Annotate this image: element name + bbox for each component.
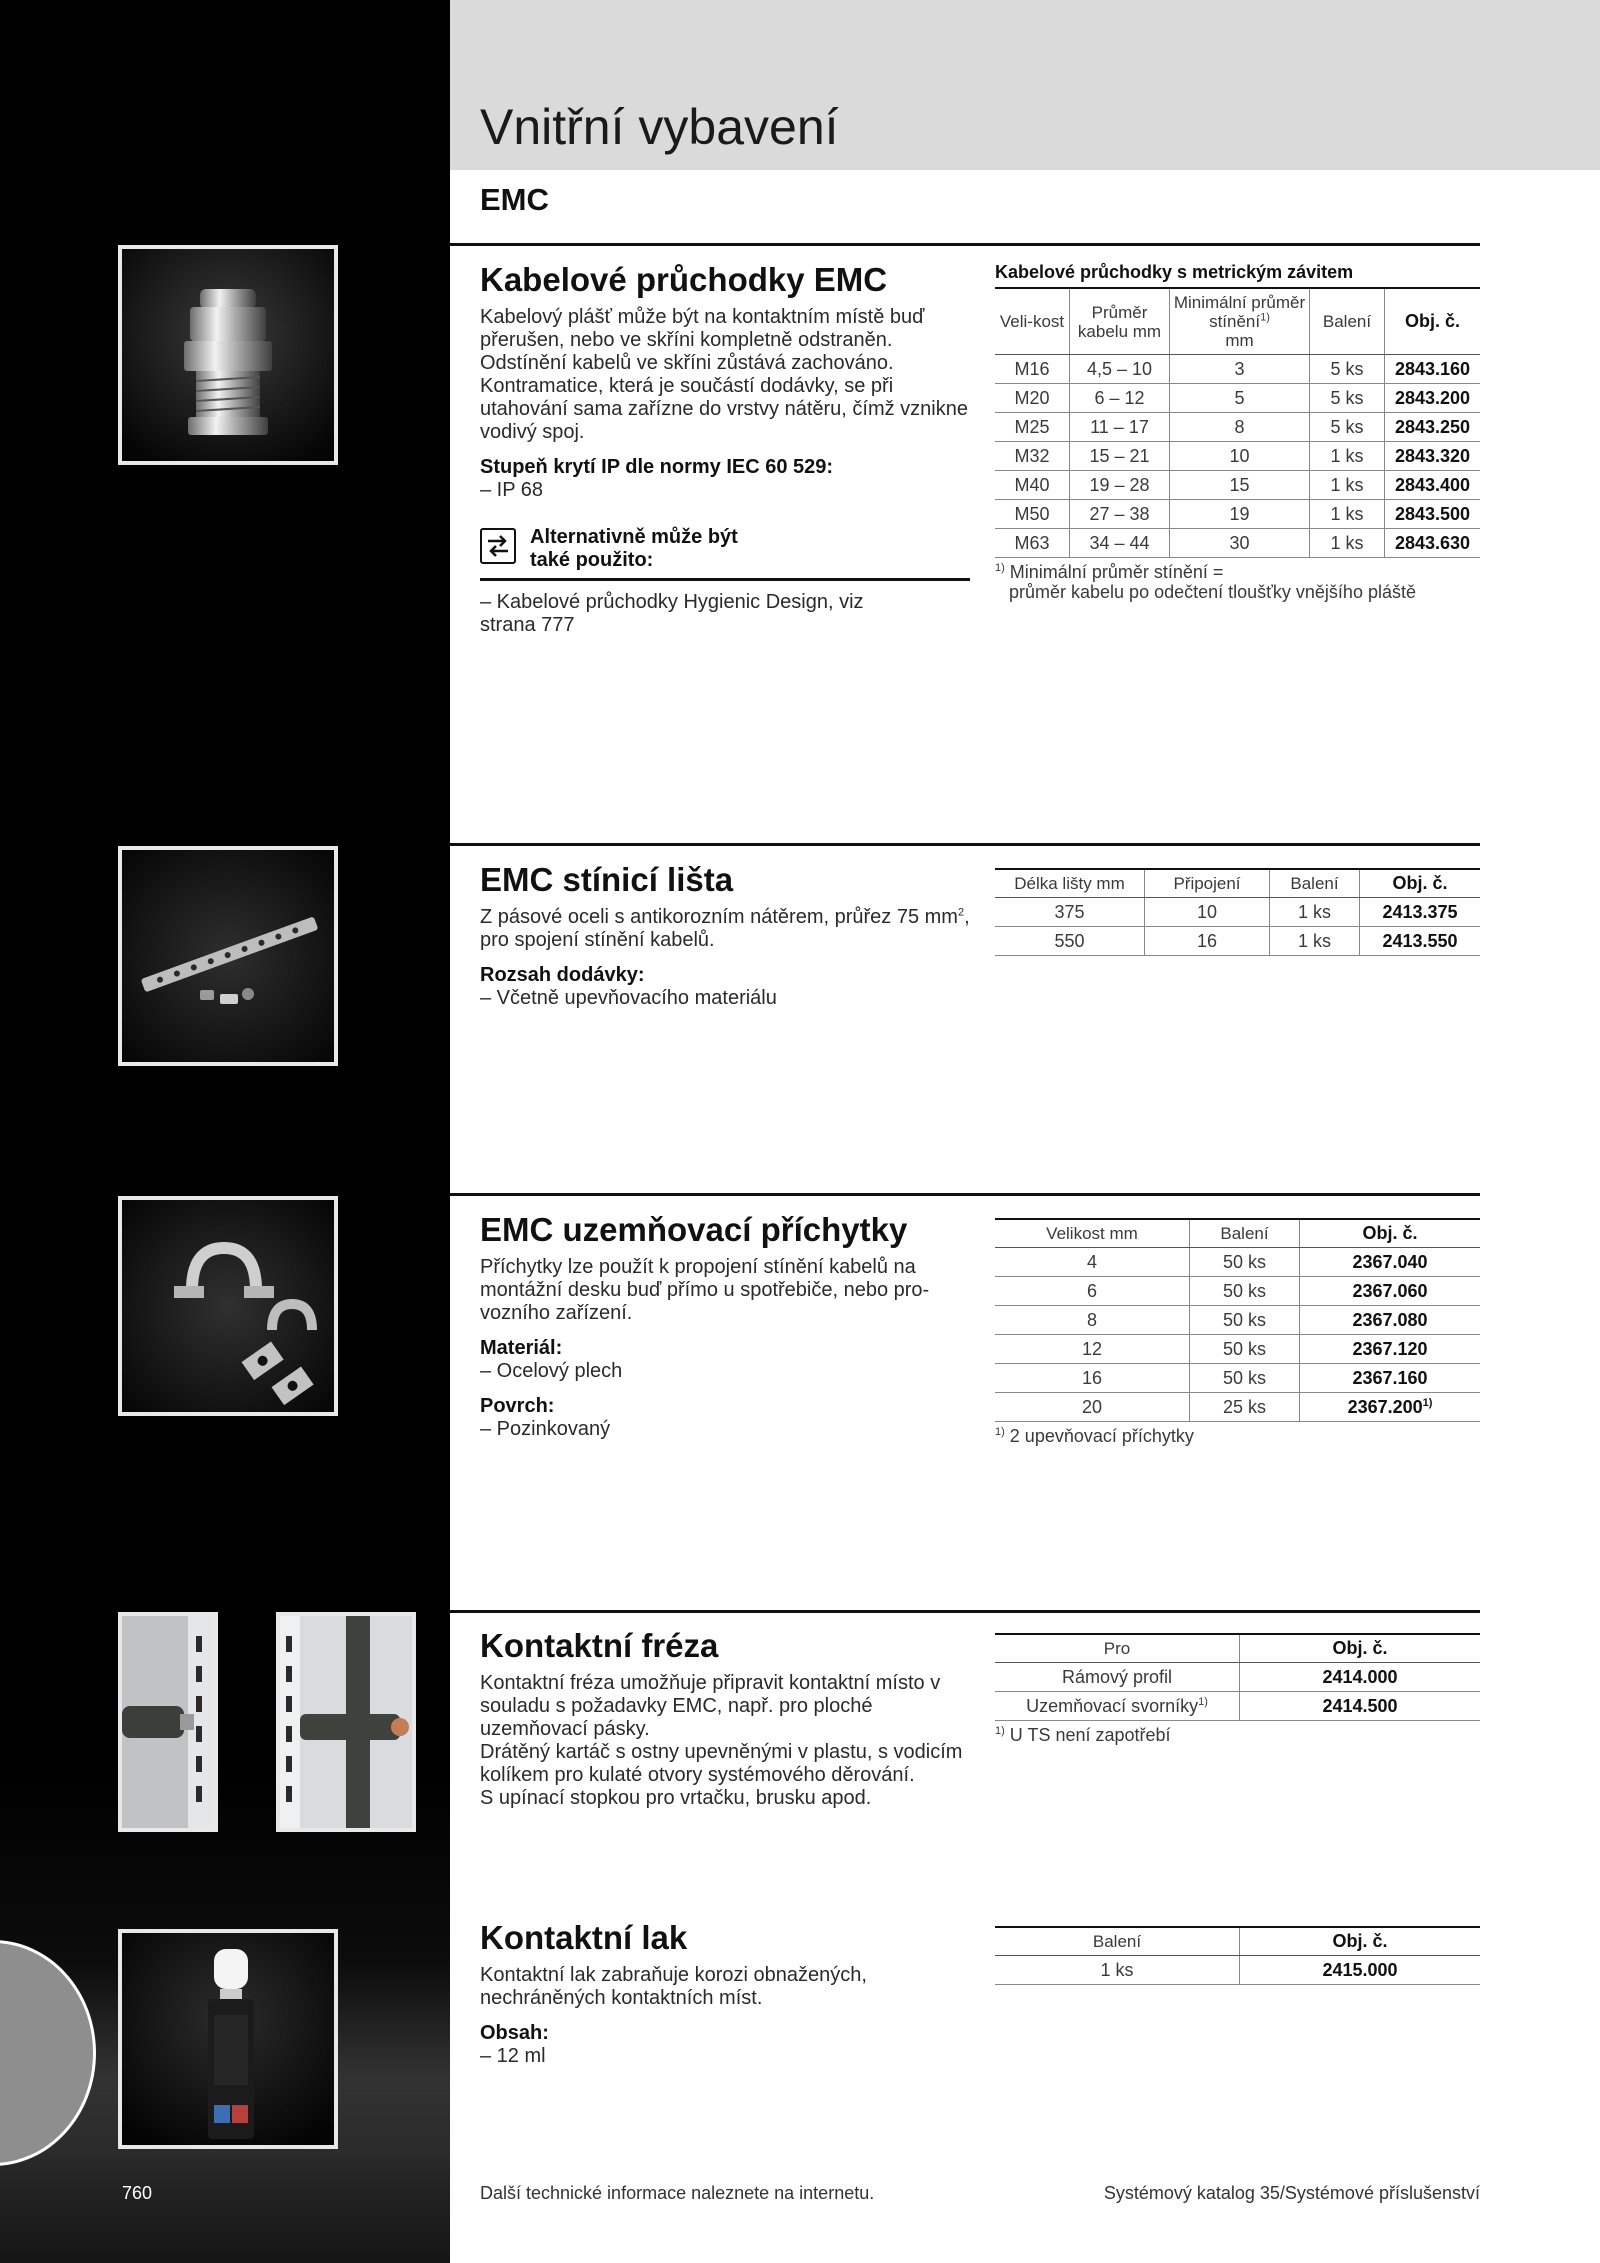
col-for: Pro	[995, 1634, 1240, 1663]
table-row	[995, 442, 1480, 471]
table-cell: 50 ks	[1190, 1335, 1300, 1364]
table-cell: 2367.040	[1300, 1248, 1481, 1277]
table-cell: 5	[1170, 384, 1310, 413]
alternative-box	[480, 526, 970, 581]
col-size: Velikost mm	[995, 1219, 1190, 1248]
table-cell: 1 ks	[1310, 529, 1385, 558]
col-pack: Balení	[995, 1927, 1240, 1956]
table-cell: 2413.550	[1360, 927, 1481, 956]
shield-bar-title: EMC stínicí lišta	[480, 861, 734, 898]
table-cell: 50 ks	[1190, 1248, 1300, 1277]
table-row	[995, 1663, 1480, 1692]
table-row	[995, 1335, 1480, 1364]
material-value: – Ocelový plech	[480, 1359, 623, 1382]
table-row	[995, 1956, 1480, 1985]
table-cell: Uzemňovací svorníky$^{1)}$	[995, 1692, 1240, 1721]
table-cell: 2367.200$^{1)}$	[1300, 1393, 1481, 1422]
col-shield-diameter: Minimální průměr stínění$^{1)}$ mm	[1170, 288, 1310, 355]
table-cell: 8	[995, 1306, 1190, 1335]
table-cell: 2843.400	[1385, 471, 1481, 500]
table-row	[995, 1393, 1480, 1422]
ip-rating-label: Stupeň krytí IP dle normy IEC 60 529:	[480, 455, 834, 478]
table-cell: 10	[1145, 898, 1270, 927]
table-cell: 10	[1170, 442, 1310, 471]
lacquer-info	[480, 1918, 970, 2068]
table-cell: 1 ks	[1270, 898, 1360, 927]
shield-bar-photo	[118, 846, 338, 1066]
milling-footnote: $^{1)}$ U TS není zapotřebí	[995, 1725, 1171, 1745]
milling-photo-2	[276, 1612, 416, 1832]
milling-table	[995, 1633, 1480, 1721]
shield-bar-table-block	[995, 868, 1480, 956]
table-row	[995, 1692, 1480, 1721]
lacquer-table	[995, 1926, 1480, 1985]
clamps-table	[995, 1218, 1480, 1422]
table-cell: 1 ks	[1310, 500, 1385, 529]
table-cell: 2413.375	[1360, 898, 1481, 927]
col-pack: Balení	[1270, 869, 1360, 898]
table-cell: 2414.000	[1240, 1663, 1481, 1692]
table-cell: 1 ks	[1310, 442, 1385, 471]
table-cell: 2414.500	[1240, 1692, 1481, 1721]
table-row	[995, 1306, 1480, 1335]
table-cell: 2367.160	[1300, 1364, 1481, 1393]
clamps-description: Příchytky lze použít k propojení stínění kabelů na montážní desku buď přímo u spotřebiče, nebo pro-vozního zařízení.	[480, 1255, 930, 1324]
col-cable-diameter: Průměr kabelu mm	[1070, 288, 1170, 355]
cable-glands-title: Kabelové průchodky EMC	[480, 261, 888, 298]
table-cell: 6 – 12	[1070, 384, 1170, 413]
surface-value: – Pozinkovaný	[480, 1417, 611, 1440]
cable-gland-photo	[118, 245, 338, 465]
table-cell: 550	[995, 927, 1145, 956]
milling-description-2: Drátěný kartáč s ostny upevněnými v plastu, s vodicím kolíkem pro kulaté otvory systémového děrování.	[480, 1740, 963, 1786]
divider-shield-bar	[450, 843, 1480, 846]
cable-glands-description: Kabelový plášť může být na kontaktním místě buď přerušen, nebo ve skříni kompletně odstraněn. Odstínění kabelů ve skříni zůstává zachováno. Kontramatice, která je součástí dodávky, se při utahování sama zařízne do vrstvy nátěru, čímž vznikne vodivý spoj.	[480, 305, 968, 443]
section-title: EMC	[480, 182, 549, 217]
swap-arrows-icon	[480, 528, 516, 564]
cable-glands-footnote: $^{1)}$ Minimální průměr stínění = průměr kabelu po odečtení tloušťky vnějšího pláště	[995, 562, 1416, 602]
table-cell: 50 ks	[1190, 1277, 1300, 1306]
lacquer-description: Kontaktní lak zabraňuje korozi obnažených, nechráněných kontaktních míst.	[480, 1963, 867, 2009]
footer-note: Další technické informace naleznete na internetu.	[480, 2183, 875, 2203]
col-order-no: Obj. č.	[1385, 288, 1481, 355]
table-cell: 25 ks	[1190, 1393, 1300, 1422]
footer-catalog: Systémový katalog 35/Systémové příslušenství	[1103, 2183, 1480, 2203]
table-cell: 2367.120	[1300, 1335, 1481, 1364]
table-row	[995, 1277, 1480, 1306]
content-label: Obsah:	[480, 2021, 549, 2044]
clamps-photo	[118, 1196, 338, 1416]
content-value: – 12 ml	[480, 2044, 546, 2067]
table-row	[995, 1248, 1480, 1277]
table-cell: 2843.500	[1385, 500, 1481, 529]
col-size: Veli-kost	[995, 288, 1070, 355]
table-cell: 16	[995, 1364, 1190, 1393]
table-cell: M16	[995, 355, 1070, 384]
divider-cable-glands	[450, 243, 1480, 246]
table-cell: 34 – 44	[1070, 529, 1170, 558]
ip-rating-value: – IP 68	[480, 478, 544, 501]
alternative-item: – Kabelové průchodky Hygienic Design, viz strana 777	[480, 590, 864, 636]
cable-glands-table-caption: Kabelové průchodky s metrickým závitem	[995, 262, 1354, 282]
table-cell: M20	[995, 384, 1070, 413]
table-cell: 1 ks	[1310, 471, 1385, 500]
table-row	[995, 927, 1480, 956]
table-cell: 5 ks	[1310, 384, 1385, 413]
table-cell: Rámový profil	[995, 1663, 1240, 1692]
table-cell: 50 ks	[1190, 1306, 1300, 1335]
table-cell: 2843.320	[1385, 442, 1481, 471]
clamps-info	[480, 1210, 970, 1441]
table-cell: 2415.000	[1240, 1956, 1481, 1985]
milling-photo-1	[118, 1612, 218, 1832]
material-label: Materiál:	[480, 1336, 563, 1359]
table-row	[995, 1364, 1480, 1393]
lacquer-table-block	[995, 1926, 1480, 1985]
milling-description-1: Kontaktní fréza umožňuje připravit kontaktní místo v souladu s požadavky EMC, např. pro ploché uzemňovací pásky.	[480, 1671, 941, 1740]
col-pack: Balení	[1190, 1219, 1300, 1248]
table-row	[995, 471, 1480, 500]
divider-clamps	[450, 1193, 1480, 1196]
clamps-footnote: $^{1)}$ 2 upevňovací příchytky	[995, 1426, 1194, 1446]
table-cell: 19	[1170, 500, 1310, 529]
milling-description-3: S upínací stopkou pro vrtačku, brusku apod.	[480, 1786, 872, 1809]
table-cell: M50	[995, 500, 1070, 529]
table-cell: M25	[995, 413, 1070, 442]
table-cell: 19 – 28	[1070, 471, 1170, 500]
shield-bar-info	[480, 860, 970, 1010]
table-cell: 2843.160	[1385, 355, 1481, 384]
table-cell: 15 – 21	[1070, 442, 1170, 471]
table-cell: 4	[995, 1248, 1190, 1277]
col-order-no: Obj. č.	[1300, 1219, 1481, 1248]
shield-bar-description: Z pásové oceli s antikorozním nátěrem, průřez 75 $mm^2$, pro spojení stínění kabelů.	[480, 905, 970, 951]
lacquer-title: Kontaktní lak	[480, 1919, 688, 1956]
scope-label: Rozsah dodávky:	[480, 963, 645, 986]
table-cell: 12	[995, 1335, 1190, 1364]
table-cell: 2843.250	[1385, 413, 1481, 442]
page-number: 760	[122, 2183, 153, 2203]
table-cell: 16	[1145, 927, 1270, 956]
cable-glands-table	[995, 287, 1480, 558]
table-cell: 2843.630	[1385, 529, 1481, 558]
table-cell: 375	[995, 898, 1145, 927]
table-cell: 30	[1170, 529, 1310, 558]
table-cell: 2367.080	[1300, 1306, 1481, 1335]
table-cell: 5 ks	[1310, 413, 1385, 442]
table-cell: M32	[995, 442, 1070, 471]
shield-bar-table	[995, 868, 1480, 956]
col-order-no: Obj. č.	[1240, 1927, 1481, 1956]
col-order-no: Obj. č.	[1360, 869, 1481, 898]
table-cell: 11 – 17	[1070, 413, 1170, 442]
clamps-title: EMC uzemňovací příchytky	[480, 1211, 908, 1248]
table-row	[995, 500, 1480, 529]
clamps-table-block	[995, 1218, 1480, 1446]
col-pack: Balení	[1310, 288, 1385, 355]
table-cell: 2367.060	[1300, 1277, 1481, 1306]
col-length: Délka lišty mm	[995, 869, 1145, 898]
col-connection: Připojení	[1145, 869, 1270, 898]
table-row	[995, 355, 1480, 384]
table-cell: 6	[995, 1277, 1190, 1306]
milling-table-block	[995, 1633, 1480, 1745]
cable-glands-table-block	[995, 262, 1480, 602]
alternative-label: Alternativně může být také použito:	[530, 525, 738, 571]
divider-milling	[450, 1610, 1480, 1613]
table-cell: 5 ks	[1310, 355, 1385, 384]
col-order-no: Obj. č.	[1240, 1634, 1481, 1663]
table-cell: 15	[1170, 471, 1310, 500]
table-cell: 20	[995, 1393, 1190, 1422]
scope-value: – Včetně upevňovacího materiálu	[480, 986, 777, 1009]
table-cell: 27 – 38	[1070, 500, 1170, 529]
table-cell: 4,5 – 10	[1070, 355, 1170, 384]
surface-label: Povrch:	[480, 1394, 555, 1417]
table-cell: 50 ks	[1190, 1364, 1300, 1393]
table-cell: 3	[1170, 355, 1310, 384]
table-row	[995, 413, 1480, 442]
milling-info	[480, 1626, 970, 1810]
table-row	[995, 898, 1480, 927]
milling-title: Kontaktní fréza	[480, 1627, 719, 1664]
table-cell: M63	[995, 529, 1070, 558]
table-row	[995, 384, 1480, 413]
table-cell: M40	[995, 471, 1070, 500]
cable-glands-info	[480, 260, 970, 637]
table-cell: 1 ks	[995, 1956, 1240, 1985]
page-title: Vnitřní vybavení	[480, 99, 839, 155]
table-row	[995, 529, 1480, 558]
table-cell: 2843.200	[1385, 384, 1481, 413]
table-cell: 1 ks	[1270, 927, 1360, 956]
table-cell: 8	[1170, 413, 1310, 442]
lacquer-photo	[118, 1929, 338, 2149]
